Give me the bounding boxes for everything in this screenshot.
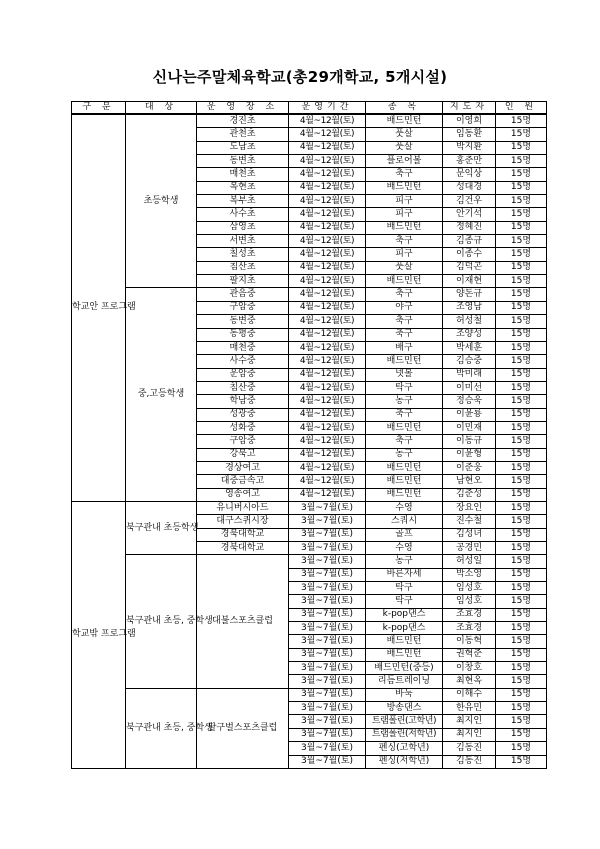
sport-cell: 배드민턴 <box>366 114 443 128</box>
capacity-cell: 15명 <box>496 221 547 234</box>
period-cell: 3월~7월(토) <box>289 515 366 528</box>
sport-cell: 풋살 <box>366 141 443 154</box>
venue-cell: 대구스퀴시장 <box>197 515 289 528</box>
target-cell: 초등학생 <box>126 114 197 288</box>
table-row <box>72 288 547 301</box>
venue-cell: 대중금속고 <box>197 475 289 488</box>
instructor-cell: 김성녀 <box>443 528 496 541</box>
period-cell: 4월~12월(토) <box>289 435 366 448</box>
instructor-cell: 박지환 <box>443 141 496 154</box>
period-cell: 3월~7월(토) <box>289 755 366 768</box>
sport-cell: 피구 <box>366 248 443 261</box>
venue-cell: 유니버시아드 <box>197 501 289 514</box>
capacity-cell: 15명 <box>496 301 547 314</box>
period-cell: 4월~12월(토) <box>289 221 366 234</box>
instructor-cell: 권혁준 <box>443 648 496 661</box>
capacity-cell: 15명 <box>496 181 547 194</box>
period-cell: 4월~12월(토) <box>289 261 366 274</box>
period-cell: 4월~12월(토) <box>289 381 366 394</box>
venue-cell: 경상여고 <box>197 461 289 474</box>
program-table <box>71 101 547 769</box>
venue-cell: 복부초 <box>197 195 289 208</box>
capacity-cell: 15명 <box>496 515 547 528</box>
capacity-cell: 15명 <box>496 608 547 621</box>
period-cell: 3월~7월(토) <box>289 528 366 541</box>
capacity-cell: 15명 <box>496 141 547 154</box>
period-cell: 4월~12월(토) <box>289 248 366 261</box>
sport-cell: 탁구 <box>366 595 443 608</box>
capacity-cell: 15명 <box>496 208 547 221</box>
sport-cell: 배드민턴 <box>366 221 443 234</box>
instructor-cell: 조양성 <box>443 328 496 341</box>
venue-cell: 사수초 <box>197 208 289 221</box>
period-cell: 3월~7월(토) <box>289 595 366 608</box>
instructor-cell: 한유민 <box>443 702 496 715</box>
capacity-cell: 15명 <box>496 702 547 715</box>
sport-cell: 축구 <box>366 328 443 341</box>
period-cell: 3월~7월(토) <box>289 648 366 661</box>
sport-cell: 스쿼시 <box>366 515 443 528</box>
instructor-cell: 양돈규 <box>443 288 496 301</box>
period-cell: 4월~12월(토) <box>289 288 366 301</box>
period-cell: 4월~12월(토) <box>289 275 366 288</box>
instructor-cell: 정혜진 <box>443 221 496 234</box>
sport-cell: 농구 <box>366 395 443 408</box>
period-cell: 4월~12월(토) <box>289 368 366 381</box>
table-row <box>72 688 547 701</box>
instructor-cell: 이준웅 <box>443 461 496 474</box>
venue-cell: 성광중 <box>197 408 289 421</box>
instructor-cell: 박소영 <box>443 568 496 581</box>
venue-cell: 달구벌스포츠클럽 <box>197 688 289 768</box>
venue-cell: 삼영초 <box>197 221 289 234</box>
sport-cell: 골프 <box>366 528 443 541</box>
period-cell: 4월~12월(토) <box>289 488 366 501</box>
header-instructor: 지도자 <box>443 102 496 115</box>
capacity-cell: 15명 <box>496 595 547 608</box>
capacity-cell: 15명 <box>496 328 547 341</box>
venue-cell: 사수중 <box>197 355 289 368</box>
sport-cell: 배드민턴 <box>366 181 443 194</box>
period-cell: 4월~12월(토) <box>289 181 366 194</box>
period-cell: 3월~7월(토) <box>289 542 366 555</box>
instructor-cell: 박세훈 <box>443 341 496 354</box>
venue-cell: 동변중 <box>197 315 289 328</box>
sport-cell: 배드민턴 <box>366 355 443 368</box>
category-cell: 학교안 프로그램 <box>72 114 126 501</box>
sport-cell: 넷볼 <box>366 368 443 381</box>
sport-cell: 배드민턴 <box>366 648 443 661</box>
period-cell: 3월~7월(토) <box>289 582 366 595</box>
period-cell: 4월~12월(토) <box>289 301 366 314</box>
instructor-cell: 이미선 <box>443 381 496 394</box>
table-row <box>72 501 547 514</box>
period-cell: 4월~12월(토) <box>289 328 366 341</box>
header-category: 구 분 <box>72 102 126 115</box>
sport-cell: 바둑 <box>366 688 443 701</box>
sport-cell: 배드민턴(중등) <box>366 662 443 675</box>
instructor-cell: 홍준만 <box>443 155 496 168</box>
sport-cell: 축구 <box>366 168 443 181</box>
period-cell: 3월~7월(토) <box>289 662 366 675</box>
sport-cell: 펜싱(고학년) <box>366 742 443 755</box>
period-cell: 4월~12월(토) <box>289 168 366 181</box>
capacity-cell: 15명 <box>496 128 547 141</box>
period-cell: 4월~12월(토) <box>289 395 366 408</box>
venue-cell: 구암중 <box>197 435 289 448</box>
venue-cell: 매천초 <box>197 168 289 181</box>
sport-cell: 펜싱(저학년) <box>366 755 443 768</box>
period-cell: 3월~7월(토) <box>289 675 366 688</box>
venue-cell: 경북대학교 <box>197 528 289 541</box>
capacity-cell: 15명 <box>496 582 547 595</box>
sport-cell: 피구 <box>366 208 443 221</box>
capacity-cell: 15명 <box>496 501 547 514</box>
instructor-cell: 조영남 <box>443 301 496 314</box>
venue-cell: 강북고 <box>197 448 289 461</box>
sport-cell: 농구 <box>366 555 443 568</box>
instructor-cell: 성대경 <box>443 181 496 194</box>
sport-cell: 탁구 <box>366 381 443 394</box>
period-cell: 3월~7월(토) <box>289 728 366 741</box>
sport-cell: 축구 <box>366 408 443 421</box>
period-cell: 3월~7월(토) <box>289 501 366 514</box>
sport-cell: 배드민턴 <box>366 275 443 288</box>
period-cell: 4월~12월(토) <box>289 315 366 328</box>
capacity-cell: 15명 <box>496 261 547 274</box>
instructor-cell: 김준성 <box>443 488 496 501</box>
instructor-cell: 김종규 <box>443 235 496 248</box>
capacity-cell: 15명 <box>496 568 547 581</box>
instructor-cell: 진수철 <box>443 515 496 528</box>
table-row <box>72 114 547 128</box>
capacity-cell: 15명 <box>496 381 547 394</box>
period-cell: 4월~12월(토) <box>289 408 366 421</box>
venue-cell: 경진초 <box>197 114 289 128</box>
instructor-cell: 임동환 <box>443 128 496 141</box>
venue-cell: 동변초 <box>197 155 289 168</box>
instructor-cell: 김승중 <box>443 355 496 368</box>
instructor-cell: 이동규 <box>443 435 496 448</box>
capacity-cell: 15명 <box>496 248 547 261</box>
capacity-cell: 15명 <box>496 195 547 208</box>
period-cell: 4월~12월(토) <box>289 421 366 434</box>
instructor-cell: 최지인 <box>443 715 496 728</box>
sport-cell: 배구 <box>366 341 443 354</box>
instructor-cell: 허성일 <box>443 555 496 568</box>
capacity-cell: 15명 <box>496 341 547 354</box>
period-cell: 4월~12월(토) <box>289 141 366 154</box>
capacity-cell: 15명 <box>496 461 547 474</box>
instructor-cell: 이윤룡 <box>443 408 496 421</box>
capacity-cell: 15명 <box>496 168 547 181</box>
period-cell: 3월~7월(토) <box>289 568 366 581</box>
capacity-cell: 15명 <box>496 688 547 701</box>
venue-cell: 복현초 <box>197 181 289 194</box>
instructor-cell: 박미래 <box>443 368 496 381</box>
header-target: 대 상 <box>126 102 197 115</box>
header-sport: 종 목 <box>366 102 443 115</box>
instructor-cell: 이윤형 <box>443 448 496 461</box>
instructor-cell: 최지인 <box>443 728 496 741</box>
capacity-cell: 15명 <box>496 542 547 555</box>
sport-cell: 축구 <box>366 288 443 301</box>
venue-cell: 도남초 <box>197 141 289 154</box>
capacity-cell: 15명 <box>496 155 547 168</box>
sport-cell: 축구 <box>366 315 443 328</box>
instructor-cell: 이영희 <box>443 114 496 128</box>
venue-cell: 영송여고 <box>197 488 289 501</box>
capacity-cell: 15명 <box>496 421 547 434</box>
period-cell: 3월~7월(토) <box>289 622 366 635</box>
venue-cell: 학남중 <box>197 395 289 408</box>
target-cell: 북구관내 초등학생 <box>126 501 197 554</box>
period-cell: 4월~12월(토) <box>289 341 366 354</box>
sport-cell: 트램폴린(고학년) <box>366 715 443 728</box>
period-cell: 4월~12월(토) <box>289 195 366 208</box>
sport-cell: 배드민턴 <box>366 635 443 648</box>
instructor-cell: 김동진 <box>443 742 496 755</box>
sport-cell: 야구 <box>366 301 443 314</box>
venue-cell: 성화중 <box>197 421 289 434</box>
page-title: 신나는주말체육학교(총29개학교, 5개시설) <box>152 68 448 86</box>
capacity-cell: 15명 <box>496 368 547 381</box>
instructor-cell: 이민재 <box>443 421 496 434</box>
venue-cell: 운암중 <box>197 368 289 381</box>
sport-cell: 바른자세 <box>366 568 443 581</box>
venue-cell: 팔지초 <box>197 275 289 288</box>
sport-cell: 배드민턴 <box>366 488 443 501</box>
capacity-cell: 15명 <box>496 662 547 675</box>
capacity-cell: 15명 <box>496 528 547 541</box>
period-cell: 4월~12월(토) <box>289 461 366 474</box>
instructor-cell: 정승욱 <box>443 395 496 408</box>
instructor-cell: 허성철 <box>443 315 496 328</box>
capacity-cell: 15명 <box>496 715 547 728</box>
period-cell: 4월~12월(토) <box>289 114 366 128</box>
period-cell: 4월~12월(토) <box>289 475 366 488</box>
instructor-cell: 임성호 <box>443 595 496 608</box>
period-cell: 4월~12월(토) <box>289 128 366 141</box>
capacity-cell: 15명 <box>496 742 547 755</box>
capacity-cell: 15명 <box>496 395 547 408</box>
sport-cell: 피구 <box>366 195 443 208</box>
target-cell: 북구관내 초등, 중학생 <box>126 688 197 768</box>
sport-cell: k-pop댄스 <box>366 608 443 621</box>
instructor-cell: 최현옥 <box>443 675 496 688</box>
instructor-cell: 장요인 <box>443 501 496 514</box>
sport-cell: 리듬트레이닝 <box>366 675 443 688</box>
target-cell: 중,고등학생 <box>126 288 197 502</box>
capacity-cell: 15명 <box>496 408 547 421</box>
venue-cell: 대불스포츠클럽 <box>197 555 289 688</box>
capacity-cell: 15명 <box>496 555 547 568</box>
capacity-cell: 15명 <box>496 114 547 128</box>
instructor-cell: 이재현 <box>443 275 496 288</box>
period-cell: 3월~7월(토) <box>289 608 366 621</box>
instructor-cell: 이동혁 <box>443 635 496 648</box>
instructor-cell: 공경민 <box>443 542 496 555</box>
capacity-cell: 15명 <box>496 435 547 448</box>
sport-cell: 수영 <box>366 501 443 514</box>
venue-cell: 매천중 <box>197 341 289 354</box>
capacity-cell: 15명 <box>496 622 547 635</box>
sport-cell: 농구 <box>366 448 443 461</box>
period-cell: 3월~7월(토) <box>289 715 366 728</box>
sport-cell: 방송댄스 <box>366 702 443 715</box>
venue-cell: 서변초 <box>197 235 289 248</box>
capacity-cell: 15명 <box>496 448 547 461</box>
period-cell: 4월~12월(토) <box>289 155 366 168</box>
instructor-cell: 조효경 <box>443 622 496 635</box>
capacity-cell: 15명 <box>496 675 547 688</box>
table-body <box>72 114 547 768</box>
capacity-cell: 15명 <box>496 648 547 661</box>
venue-cell: 관천초 <box>197 128 289 141</box>
period-cell: 3월~7월(토) <box>289 702 366 715</box>
sport-cell: 플로어볼 <box>366 155 443 168</box>
capacity-cell: 15명 <box>496 728 547 741</box>
capacity-cell: 15명 <box>496 755 547 768</box>
venue-cell: 동평중 <box>197 328 289 341</box>
sport-cell: 축구 <box>366 235 443 248</box>
period-cell: 4월~12월(토) <box>289 235 366 248</box>
header-period: 운영기간 <box>289 102 366 115</box>
sport-cell: 풋살 <box>366 128 443 141</box>
header-venue: 운 영 장 소 <box>197 102 289 115</box>
sport-cell: 배드민턴 <box>366 421 443 434</box>
target-cell: 북구관내 초등, 중학생 <box>126 555 197 688</box>
venue-cell: 침산초 <box>197 261 289 274</box>
period-cell: 3월~7월(토) <box>289 688 366 701</box>
instructor-cell: 이해수 <box>443 688 496 701</box>
period-cell: 4월~12월(토) <box>289 355 366 368</box>
sport-cell: 풋살 <box>366 261 443 274</box>
period-cell: 3월~7월(토) <box>289 555 366 568</box>
capacity-cell: 15명 <box>496 635 547 648</box>
instructor-cell: 조효경 <box>443 608 496 621</box>
period-cell: 3월~7월(토) <box>289 635 366 648</box>
period-cell: 3월~7월(토) <box>289 742 366 755</box>
period-cell: 4월~12월(토) <box>289 208 366 221</box>
venue-cell: 관음중 <box>197 288 289 301</box>
table-row <box>72 555 547 568</box>
header-capacity: 인 원 <box>496 102 547 115</box>
capacity-cell: 15명 <box>496 235 547 248</box>
instructor-cell: 안기석 <box>443 208 496 221</box>
venue-cell: 칠성초 <box>197 248 289 261</box>
venue-cell: 구암중 <box>197 301 289 314</box>
sport-cell: 수영 <box>366 542 443 555</box>
sport-cell: k-pop댄스 <box>366 622 443 635</box>
sport-cell: 축구 <box>366 435 443 448</box>
capacity-cell: 15명 <box>496 355 547 368</box>
category-cell: 학교밖 프로그램 <box>72 501 126 768</box>
instructor-cell: 김건우 <box>443 195 496 208</box>
sport-cell: 트램폴린(저학년) <box>366 728 443 741</box>
instructor-cell: 남현오 <box>443 475 496 488</box>
instructor-cell: 김동진 <box>443 755 496 768</box>
capacity-cell: 15명 <box>496 315 547 328</box>
capacity-cell: 15명 <box>496 275 547 288</box>
sport-cell: 배드민턴 <box>366 461 443 474</box>
sport-cell: 탁구 <box>366 582 443 595</box>
instructor-cell: 김덕곤 <box>443 261 496 274</box>
capacity-cell: 15명 <box>496 475 547 488</box>
period-cell: 4월~12월(토) <box>289 448 366 461</box>
instructor-cell: 문익상 <box>443 168 496 181</box>
venue-cell: 경북대학교 <box>197 542 289 555</box>
venue-cell: 침산중 <box>197 381 289 394</box>
sport-cell: 배드민턴 <box>366 475 443 488</box>
header-row <box>72 102 547 115</box>
instructor-cell: 임성호 <box>443 582 496 595</box>
capacity-cell: 15명 <box>496 488 547 501</box>
instructor-cell: 이창호 <box>443 662 496 675</box>
instructor-cell: 이종수 <box>443 248 496 261</box>
capacity-cell: 15명 <box>496 288 547 301</box>
